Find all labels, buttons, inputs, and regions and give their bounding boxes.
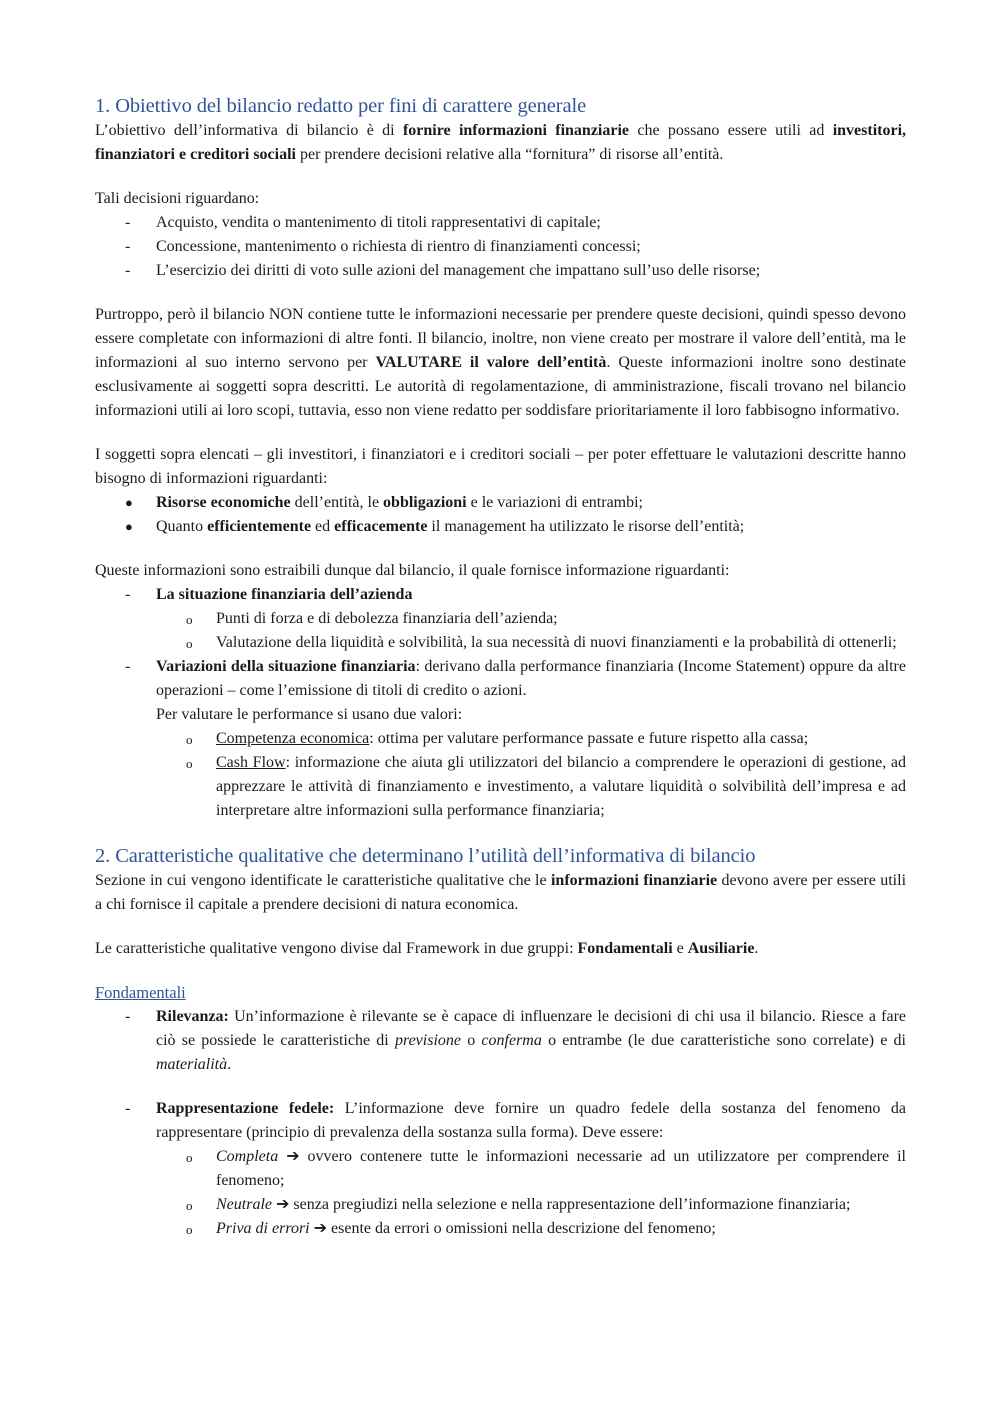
- bold-text: Risorse economiche: [156, 494, 291, 511]
- bold-text: obbligazioni: [383, 494, 467, 511]
- sub-list-item: [95, 1145, 906, 1193]
- sub-list-item: [95, 751, 906, 823]
- circle-marker: o: [186, 1150, 193, 1165]
- bold-text: informazioni finanziarie: [550, 872, 718, 889]
- needs-list: [95, 491, 906, 539]
- section-1-heading: 1. Obiettivo del bilancio redatto per fini di carattere generale: [95, 95, 587, 117]
- bold-text: Ausiliarie: [687, 940, 755, 957]
- underlined-text: Cash Flow: [216, 754, 286, 771]
- list-item: [95, 491, 906, 515]
- text: Purtroppo, però il bilancio NON contiene tutte le informazioni necessarie per prendere queste decisioni, quindi spesso devono essere completate con informazioni di altre fonti. Il bilancio, inoltre, non viene creato per mostrare il valore dell’entità, ma le informazioni al suo interno servono per: [95, 306, 906, 371]
- bullet-marker: ●: [125, 519, 133, 534]
- text: o entrambe (le due caratteristiche sono correlate) e di: [541, 1032, 907, 1049]
- text: dell’entità, le: [290, 494, 384, 511]
- italic-text: previsione: [394, 1032, 461, 1049]
- text: .: [754, 940, 759, 957]
- text: : derivano dalla performance finanziaria (Income Statement) oppure da altre operazioni – come l’emissione di titoli di credito o azioni.: [156, 658, 906, 699]
- section-2-heading: 2. Caratteristiche qualitative che determinano l’utilità dell’informativa di bilancio: [95, 845, 756, 867]
- text: e: [672, 940, 688, 957]
- spacer: [95, 539, 906, 559]
- arrow-icon: ➔: [313, 1220, 328, 1237]
- spacer: [95, 823, 906, 843]
- text: senza pregiudizi nella selezione e nella rappresentazione dell’informazione finanziaria;: [289, 1196, 851, 1213]
- sub-list-item: [95, 727, 906, 751]
- text: L’obiettivo dell’informativa di bilancio è di: [95, 122, 403, 139]
- fundamental-list-2: [95, 1097, 906, 1241]
- text: ed: [311, 518, 335, 535]
- list-item: [95, 655, 906, 703]
- sub-list-item: [95, 1193, 906, 1217]
- sub-list-item: [95, 631, 906, 655]
- text: L’informazione deve fornire un quadro fedele della sostanza del fenomeno da rappresentare (principio di prevalenza della sostanza sulla forma). Deve essere:: [156, 1100, 907, 1141]
- s1-paragraph-3: [95, 303, 906, 423]
- italic-text: Completa: [216, 1148, 279, 1165]
- dash-marker: -: [125, 238, 131, 255]
- circle-marker: o: [186, 1222, 193, 1237]
- italic-text: Priva di errori: [216, 1220, 310, 1237]
- spacer: [95, 961, 906, 981]
- dash-marker: -: [125, 658, 131, 675]
- text: .: [227, 1056, 232, 1073]
- list-note: Per valutare le performance si usano due valori:: [156, 706, 463, 723]
- sub-list-item: [95, 607, 906, 631]
- bold-text: VALUTARE il valore dell’entità: [375, 354, 607, 371]
- spacer: [95, 917, 906, 937]
- list-item: [95, 259, 906, 283]
- bold-text: fornire informazioni finanziarie: [402, 122, 630, 139]
- circle-marker: o: [186, 732, 193, 747]
- text: ovvero contenere tutte le informazioni necessarie ad un utilizzatore per comprendere il fenomeno;: [216, 1148, 907, 1189]
- bold-text: efficientemente: [207, 518, 312, 535]
- text: esente da errori o omissioni nella descrizione del fenomeno;: [327, 1220, 716, 1237]
- bold-text: Variazioni della situazione finanziaria: [156, 658, 416, 675]
- bold-text: Rilevanza:: [156, 1008, 229, 1025]
- dash-marker: -: [125, 262, 131, 279]
- text: Le caratteristiche qualitative vengono divise dal Framework in due gruppi:: [95, 940, 578, 957]
- spacer: [95, 423, 906, 443]
- s1-paragraph-5: Queste informazioni sono estraibili dunque dal bilancio, il quale fornisce informazione riguardanti:: [95, 562, 730, 579]
- italic-text: materialità: [156, 1056, 228, 1073]
- list-item: [95, 211, 906, 235]
- text: Acquisto, vendita o mantenimento di titoli rappresentativi di capitale;: [156, 214, 601, 231]
- text: : informazione che aiuta gli utilizzatori del bilancio a comprendere le operazioni di gestione, ad apprezzare le attività di finanziamento e investimento, a valutare liquidità o solvibilità dell’impresa e ad interpretare altre informazioni sulla performance finanziaria;: [216, 754, 906, 819]
- text: Un’informazione è rilevante se è capace di influenzare le decisioni di chi usa il bilancio. Riesce a fare ciò se possiede le caratteristiche di: [156, 1008, 906, 1049]
- s1-paragraph-1: [95, 119, 906, 167]
- spacer: [95, 1077, 906, 1097]
- text: Punti di forza e di debolezza finanziaria dell’azienda;: [216, 610, 558, 627]
- bullet-marker: ●: [125, 495, 133, 510]
- dash-marker: -: [125, 214, 131, 231]
- italic-text: conferma: [481, 1032, 542, 1049]
- spacer: [95, 167, 906, 187]
- bold-text: investitori, finanziatori e creditori sociali: [95, 122, 907, 163]
- underlined-text: Competenza economica: [216, 730, 370, 747]
- arrow-icon: ➔: [276, 1196, 290, 1213]
- dash-marker: -: [125, 1100, 131, 1117]
- list-item: [95, 1005, 906, 1077]
- text: Concessione, mantenimento o richiesta di rientro di finanziamenti concessi;: [156, 238, 641, 255]
- spacer: [95, 283, 906, 303]
- text: Sezione in cui vengono identificate le caratteristiche qualitative che le: [95, 872, 551, 889]
- circle-marker: o: [186, 1198, 193, 1213]
- text: o: [461, 1032, 482, 1049]
- bold-text: La situazione finanziaria dell’azienda: [156, 586, 413, 603]
- list-item: [95, 583, 906, 607]
- document-content: [95, 93, 906, 1241]
- text: devono avere per essere utili a chi fornisce il capitale a prendere decisioni di natura economica.: [95, 872, 907, 913]
- text: . Queste informazioni inoltre sono destinate esclusivamente ai soggetti sopra descritti. Le autorità di regolamentazione, di amministrazione, fiscali trovano nel bilancio informazioni utili ai loro scopi, tuttavia, esso non viene redatto per soddisfare prioritariamente il loro fabbisogno informativo.: [95, 354, 906, 419]
- bold-text: Fondamentali: [577, 940, 673, 957]
- info-list: [95, 583, 906, 823]
- s2-paragraph-2: [95, 937, 906, 961]
- circle-marker: o: [186, 636, 193, 651]
- sub-list-item: [95, 1217, 906, 1241]
- bold-text: efficacemente: [334, 518, 428, 535]
- text: Valutazione della liquidità e solvibilità, la sua necessità di nuovi finanziamenti e la probabilità di ottenerli;: [216, 634, 897, 651]
- text: Quanto: [156, 518, 208, 535]
- fundamental-list: [95, 1005, 906, 1077]
- s1-paragraph-4: I soggetti sopra elencati – gli investitori, i finanziatori e i creditori sociali – per poter effettuare le valutazioni descritte hanno bisogno di informazioni riguardanti:: [95, 446, 906, 487]
- text: e le variazioni di entrambi;: [466, 494, 643, 511]
- text: : ottima per valutare performance passate e future rispetto alla cassa;: [369, 730, 809, 747]
- text: per prendere decisioni relative alla “fornitura” di risorse all’entità.: [296, 146, 724, 163]
- list-item: [95, 235, 906, 259]
- subheading-fondamentali: Fondamentali: [95, 983, 186, 1002]
- s1-paragraph-2: Tali decisioni riguardano:: [95, 190, 260, 207]
- decisions-list: [95, 211, 906, 283]
- list-item: [95, 515, 906, 539]
- text: che possano essere utili ad: [629, 122, 833, 139]
- circle-marker: o: [186, 612, 193, 627]
- list-item: [95, 1097, 906, 1145]
- dash-marker: -: [125, 586, 131, 603]
- dash-marker: -: [125, 1008, 131, 1025]
- arrow-icon: ➔: [286, 1148, 300, 1165]
- circle-marker: o: [186, 756, 193, 771]
- s2-paragraph-1: [95, 869, 906, 917]
- text: L’esercizio dei diritti di voto sulle azioni del management che impattano sull’uso delle risorse;: [156, 262, 761, 279]
- text: il management ha utilizzato le risorse dell’entità;: [427, 518, 745, 535]
- bold-text: Rappresentazione fedele:: [156, 1100, 335, 1117]
- italic-text: Neutrale: [216, 1196, 272, 1213]
